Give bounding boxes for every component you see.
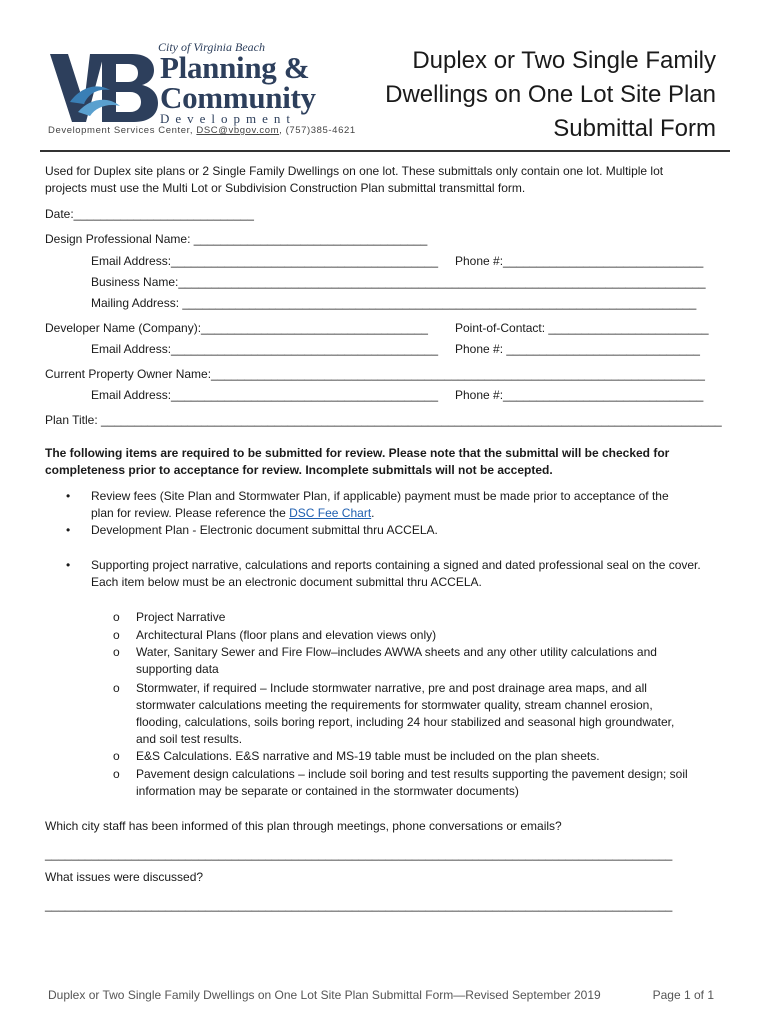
page-number: Page 1 of 1 (652, 988, 714, 1002)
dsc-fee-chart-link[interactable]: DSC Fee Chart (289, 506, 372, 520)
title-line-1: Duplex or Two Single Family (412, 47, 716, 74)
plan-title-field[interactable]: Plan Title: _____________________________________________________________________________________________ (45, 413, 722, 427)
intro-line-1: Used for Duplex site plans or 2 Single Family Dwellings on one lot. These submittals only contain one lot. Multiple lot (45, 164, 664, 178)
requirements-heading-1: The following items are required to be submitted for review. Please note that the submittal will be checked for (45, 446, 670, 460)
bullet-supporting-line-1: Supporting project narrative, calculations and reports containing a signed and dated professional seal on the cover. (91, 558, 701, 572)
contact-email-link[interactable]: DSC@vbgov.com (196, 125, 280, 136)
developer-name-field[interactable]: Developer Name (Company):__________________________________ (45, 321, 428, 335)
question-city-staff: Which city staff has been informed of this plan through meetings, phone conversations or emails? (45, 819, 562, 833)
sub-item-pavement-line-1: Pavement design calculations – include soil boring and test results supporting the pavement design; soil (136, 767, 688, 781)
title-line-2: Dwellings on One Lot Site Plan (385, 81, 716, 108)
intro-line-2: projects must use the Multi Lot or Subdivision Construction Plan submittal transmittal form. (45, 181, 526, 195)
logo-community-text: Community (160, 80, 316, 115)
contact-phone: , (757)385-4621 (279, 125, 356, 136)
bullet-icon: • (66, 523, 71, 537)
sub-item-stormwater-line-4: and soil test results. (136, 732, 243, 746)
sub-marker: o (113, 767, 120, 781)
owner-name-field[interactable]: Current Property Owner Name:__________________________________________________________________________ (45, 367, 705, 381)
header-divider (40, 150, 730, 152)
issues-answer-line[interactable]: ______________________________________________________________________________________________ (45, 898, 673, 912)
mailing-address-field[interactable]: Mailing Address: _____________________________________________________________________________ (91, 296, 697, 310)
owner-phone-field[interactable]: Phone #:______________________________ (455, 388, 704, 402)
sub-item-es-calculations: E&S Calculations. E&S narrative and MS-19 table must be included on the plan sheets. (136, 749, 600, 763)
sub-item-project-narrative: Project Narrative (136, 610, 226, 624)
sub-marker: o (113, 681, 120, 695)
sub-item-stormwater-line-2: stormwater calculations meeting the requirements for stormwater quality, stream channel erosion, (136, 698, 653, 712)
contact-line (48, 125, 356, 136)
fees-line-2-end: . (371, 506, 375, 520)
page-title (316, 44, 716, 146)
question-issues: What issues were discussed? (45, 870, 204, 884)
sub-marker: o (113, 749, 120, 763)
design-professional-field[interactable]: Design Professional Name: ___________________________________ (45, 232, 428, 246)
sub-item-stormwater-line-3: flooding, calculations, soils boring report, including 24 hour stabilized and seasonal high groundwater, (136, 715, 675, 729)
bullet-development-plan: Development Plan - Electronic document submittal thru ACCELA. (91, 523, 438, 537)
owner-email-field[interactable]: Email Address:________________________________________ (91, 388, 438, 402)
bullet-fees-line-2 (91, 505, 375, 522)
date-field[interactable]: Date:___________________________ (45, 207, 254, 221)
dp-email-field[interactable]: Email Address:________________________________________ (91, 254, 438, 268)
logo-development-text: Development (160, 111, 297, 126)
city-staff-answer-line[interactable]: ______________________________________________________________________________________________ (45, 847, 673, 861)
sub-marker: o (113, 610, 120, 624)
developer-email-field[interactable]: Email Address:________________________________________ (91, 342, 438, 356)
dp-phone-field[interactable]: Phone #:______________________________ (455, 254, 704, 268)
sub-item-water-line-1: Water, Sanitary Sewer and Fire Flow–includes AWWA sheets and any other utility calculations and (136, 645, 657, 659)
contact-prefix: Development Services Center, (48, 125, 194, 136)
bullet-supporting-line-2: Each item below must be an electronic document submittal thru ACCELA. (91, 575, 482, 589)
sub-marker: o (113, 628, 120, 642)
bullet-fees-line-1: Review fees (Site Plan and Stormwater Plan, if applicable) payment must be made prior to acceptance of the (91, 489, 669, 503)
business-name-field[interactable]: Business Name:_______________________________________________________________________________ (91, 275, 706, 289)
bullet-icon: • (66, 489, 71, 503)
sub-item-pavement-line-2: information may be separate or contained in the stormwater documents) (136, 784, 519, 798)
sub-marker: o (113, 645, 120, 659)
logo-city-text: City of Virginia Beach (158, 40, 265, 54)
fees-line-2-text: plan for review. Please reference the (91, 506, 290, 520)
logo-planning-text: Planning & (160, 50, 310, 85)
sub-item-architectural: Architectural Plans (floor plans and elevation views only) (136, 628, 437, 642)
footer-text: Duplex or Two Single Family Dwellings on One Lot Site Plan Submittal Form—Revised September 2019 (48, 988, 601, 1002)
title-line-3: Submittal Form (553, 115, 716, 142)
sub-item-water-line-2: supporting data (136, 662, 219, 676)
requirements-heading-2: completeness prior to acceptance for review. Incomplete submittals will not be accepted. (45, 463, 553, 477)
developer-phone-field[interactable]: Phone #: _____________________________ (455, 342, 700, 356)
sub-item-stormwater-line-1: Stormwater, if required – Include stormwater narrative, pre and post drainage area maps, and all (136, 681, 647, 695)
vb-logo-graphic (50, 52, 160, 124)
point-of-contact-field[interactable]: Point-of-Contact: ________________________ (455, 321, 709, 335)
bullet-icon: • (66, 558, 71, 572)
